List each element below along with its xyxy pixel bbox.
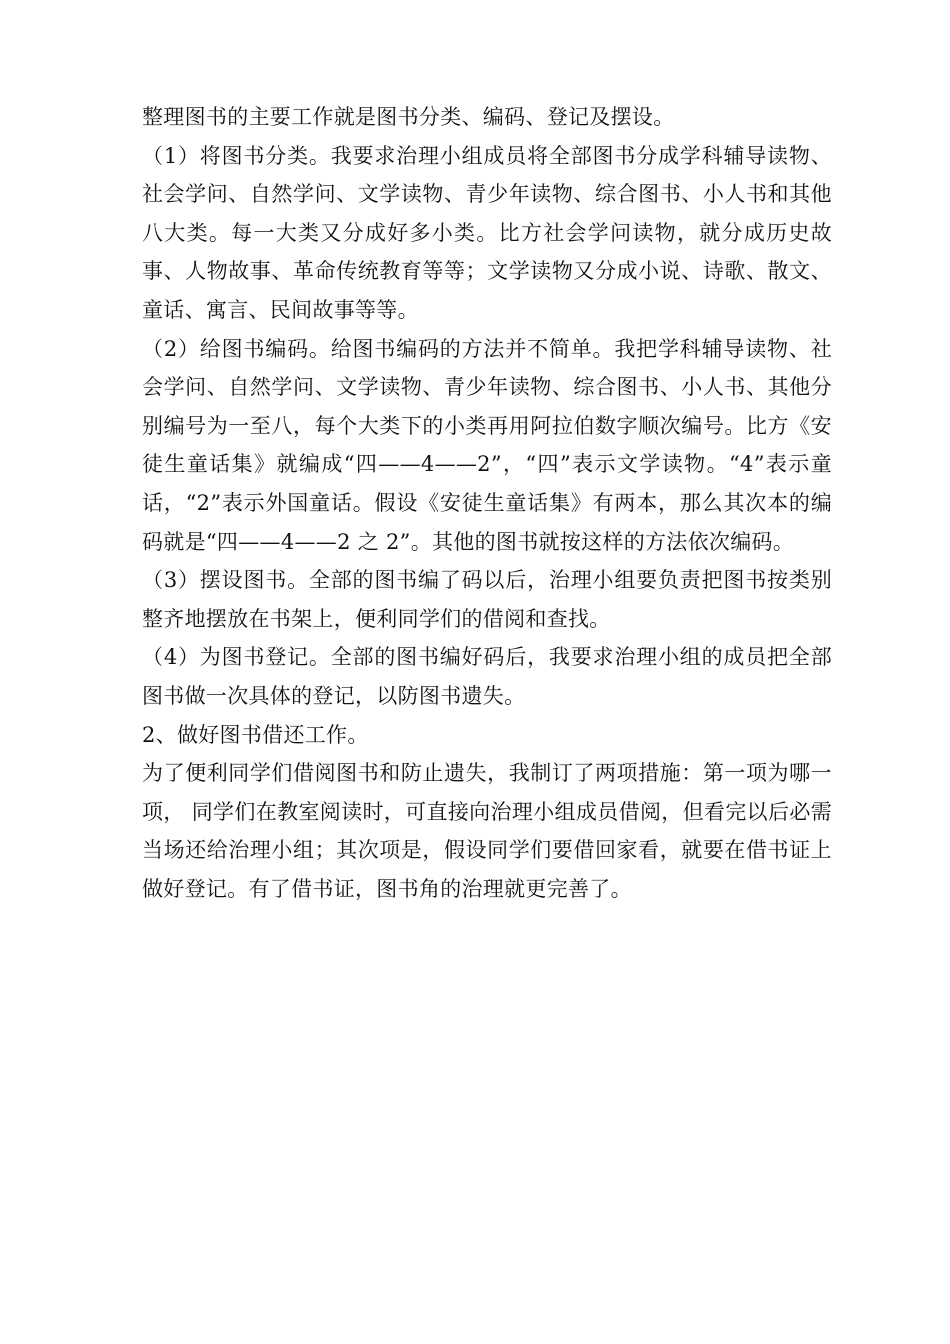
section-heading-borrow-return: 2、做好图书借还工作。 (142, 722, 369, 747)
paragraph-step-4-register: （4）为图书登记。全部的图书编好码后，我要求治理小组的成员把全部图书做一次具体的登记，以防图书遗失。 (142, 645, 832, 708)
document-body (142, 98, 832, 908)
paragraph-borrow-measures: 为了便利同学们借阅图书和防止遗失，我制订了两项措施：第一项为哪一项， 同学们在教室阅读时，可直接向治理小组成员借阅，但看完以后必需当场还给治理小组；其次项是，假设同学们要借回家看，就要在借书证上做好登记。有了借书证，图书角的治理就更完善了。 (142, 761, 832, 901)
paragraph-step-3-arrange: （3）摆设图书。全部的图书编了码以后，治理小组要负责把图书按类别整齐地摆放在书架上，便利同学们的借阅和查找。 (142, 568, 832, 631)
paragraph-intro: 整理图书的主要工作就是图书分类、编码、登记及摆设。 (142, 105, 675, 129)
paragraph-step-2-encode: （2）给图书编码。给图书编码的方法并不简单。我把学科辅导读物、社会学问、自然学问、文学读物、青少年读物、综合图书、小人书、其他分别编号为一至八，每个大类下的小类再用阿拉伯数字顺次编号。比方《安徒生童话集》就编成“四——4——2”，“四”表示文学读物。“4”表示童话，“2”表示外国童话。假设《安徒生童话集》有两本，那么其次本的编码就是“四——4——2 之 2”。其他的图书就按这样的方法依次编码。 (142, 336, 832, 554)
paragraph-step-1-classify: （1）将图书分类。我要求治理小组成员将全部图书分成学科辅导读物、社会学问、自然学问、文学读物、青少年读物、综合图书、小人书和其他八大类。每一大类又分成好多小类。比方社会学问读物，就分成历史故事、人物故事、革命传统教育等等；文学读物又分成小说、诗歌、散文、童话、寓言、民间故事等等。 (142, 143, 832, 322)
